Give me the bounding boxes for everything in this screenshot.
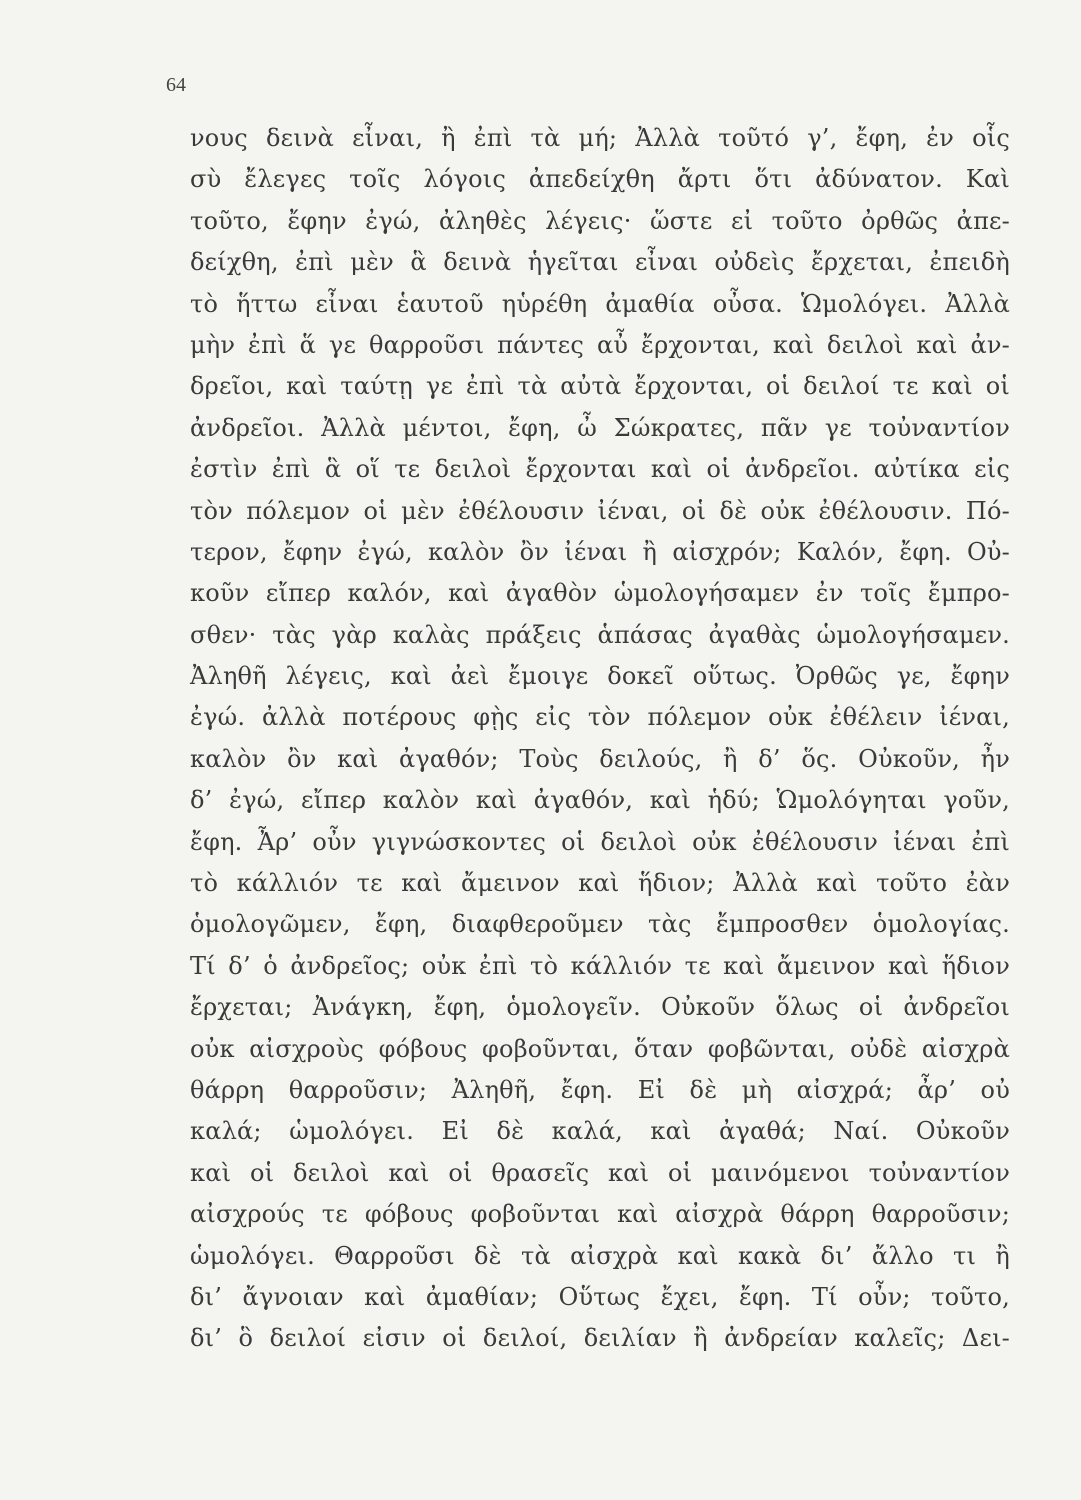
text-line: τερον, ἔφην ἐγώ, καλὸν ὂν ἰέναι ἢ αἰσχρόν; Καλόν, ἔφη. Οὐ- bbox=[190, 537, 1010, 566]
text-line: τὸ κάλλιόν τε καὶ ἄμεινον καὶ ἥδιον; Ἀλλὰ καὶ τοῦτο ἐὰν bbox=[190, 869, 1010, 898]
text-line: δι’ ὃ δειλοί εἰσιν οἱ δειλοί, δειλίαν ἢ ἀνδρείαν καλεῖς; Δει- bbox=[190, 1324, 1010, 1353]
text-line: αἰσχρούς τε φόβους φοβοῦνται καὶ αἰσχρὰ θάρρη θαρροῦσιν; bbox=[190, 1200, 1010, 1229]
text-line: ἐστὶν ἐπὶ ἃ οἵ τε δειλοὶ ἔρχονται καὶ οἱ ἀνδρεῖοι. αὐτίκα εἰς bbox=[190, 455, 1010, 484]
text-line: ἀνδρεῖοι. Ἀλλὰ μέντοι, ἔφη, ὦ Σώκρατες, πᾶν γε τοὐναντίον bbox=[190, 413, 1010, 442]
text-line: Ἀληθῆ λέγεις, καὶ ἀεὶ ἔμοιγε δοκεῖ οὕτως. Ὀρθῶς γε, ἔφην bbox=[190, 662, 1010, 691]
text-line: ἔρχεται; Ἀνάγκη, ἔφη, ὁμολογεῖν. Οὐκοῦν ὅλως οἱ ἀνδρεῖοι bbox=[190, 993, 1010, 1022]
text-line: ἔφη. Ἆρ’ οὖν γιγνώσκοντες οἱ δειλοὶ οὐκ ἐθέλουσιν ἰέναι ἐπὶ bbox=[190, 827, 1010, 856]
text-line: δρεῖοι, καὶ ταύτῃ γε ἐπὶ τὰ αὐτὰ ἔρχονται, οἱ δειλοί τε καὶ οἱ bbox=[190, 372, 1010, 401]
text-line: οὐκ αἰσχροὺς φόβους φοβοῦνται, ὅταν φοβῶνται, οὐδὲ αἰσχρὰ bbox=[190, 1034, 1010, 1063]
text-line: τὸν πόλεμον οἱ μὲν ἐθέλουσιν ἰέναι, οἱ δὲ οὐκ ἐθέλουσιν. Πό- bbox=[190, 496, 1010, 525]
text-line: σὺ ἔλεγες τοῖς λόγοις ἀπεδείχθη ἄρτι ὅτι ἀδύνατον. Καὶ bbox=[190, 165, 1010, 194]
text-line: δι’ ἄγνοιαν καὶ ἀμαθίαν; Οὕτως ἔχει, ἔφη. Τί οὖν; τοῦτο, bbox=[190, 1282, 1010, 1311]
text-line: σθεν· τὰς γὰρ καλὰς πράξεις ἁπάσας ἀγαθὰς ὡμολογήσαμεν. bbox=[190, 620, 1010, 649]
text-line: καὶ οἱ δειλοὶ καὶ οἱ θρασεῖς καὶ οἱ μαινόμενοι τοὐναντίον bbox=[190, 1158, 1010, 1187]
text-line: Τί δ’ ὁ ἀνδρεῖος; οὐκ ἐπὶ τὸ κάλλιόν τε καὶ ἄμεινον καὶ ἥδιον bbox=[190, 951, 1010, 980]
text-line: δ’ ἐγώ, εἴπερ καλὸν καὶ ἀγαθόν, καὶ ἡδύ; Ὡμολόγηται γοῦν, bbox=[190, 786, 1010, 815]
text-line: δείχθη, ἐπὶ μὲν ἃ δεινὰ ἡγεῖται εἶναι οὐδεὶς ἔρχεται, ἐπειδὴ bbox=[190, 248, 1010, 277]
text-line: κοῦν εἴπερ καλόν, καὶ ἀγαθὸν ὡμολογήσαμεν ἐν τοῖς ἔμπρο- bbox=[190, 579, 1010, 608]
greek-text-body bbox=[190, 118, 1010, 1360]
page-number: 64 bbox=[166, 74, 186, 96]
text-line: ὁμολογῶμεν, ἔφη, διαφθεροῦμεν τὰς ἔμπροσθεν ὁμολογίας. bbox=[190, 910, 1010, 939]
text-line: θάρρη θαρροῦσιν; Ἀληθῆ, ἔφη. Εἰ δὲ μὴ αἰσχρά; ἆρ’ οὐ bbox=[190, 1075, 1010, 1104]
text-line: καλά; ὡμολόγει. Εἰ δὲ καλά, καὶ ἀγαθά; Ναί. Οὐκοῦν bbox=[190, 1117, 1010, 1146]
text-line: νους δεινὰ εἶναι, ἢ ἐπὶ τὰ μή; Ἀλλὰ τοῦτό γ’, ἔφη, ἐν οἷς bbox=[190, 124, 1010, 152]
text-line: ἐγώ. ἀλλὰ ποτέρους φῂς εἰς τὸν πόλεμον οὐκ ἐθέλειν ἰέναι, bbox=[190, 703, 1010, 732]
text-line: μὴν ἐπὶ ἅ γε θαρροῦσι πάντες αὖ ἔρχονται, καὶ δειλοὶ καὶ ἀν- bbox=[190, 330, 1010, 359]
text-line: τοῦτο, ἔφην ἐγώ, ἀληθὲς λέγεις· ὥστε εἰ τοῦτο ὀρθῶς ἀπε- bbox=[190, 206, 1010, 235]
text-line: τὸ ἥττω εἶναι ἑαυτοῦ ηὑρέθη ἀμαθία οὖσα. Ὡμολόγει. Ἀλλὰ bbox=[190, 289, 1010, 318]
text-line: ὡμολόγει. Θαρροῦσι δὲ τὰ αἰσχρὰ καὶ κακὰ δι’ ἄλλο τι ἢ bbox=[190, 1241, 1010, 1270]
text-line: καλὸν ὂν καὶ ἀγαθόν; Τοὺς δειλούς, ἢ δ’ ὅς. Οὐκοῦν, ἦν bbox=[190, 744, 1010, 773]
